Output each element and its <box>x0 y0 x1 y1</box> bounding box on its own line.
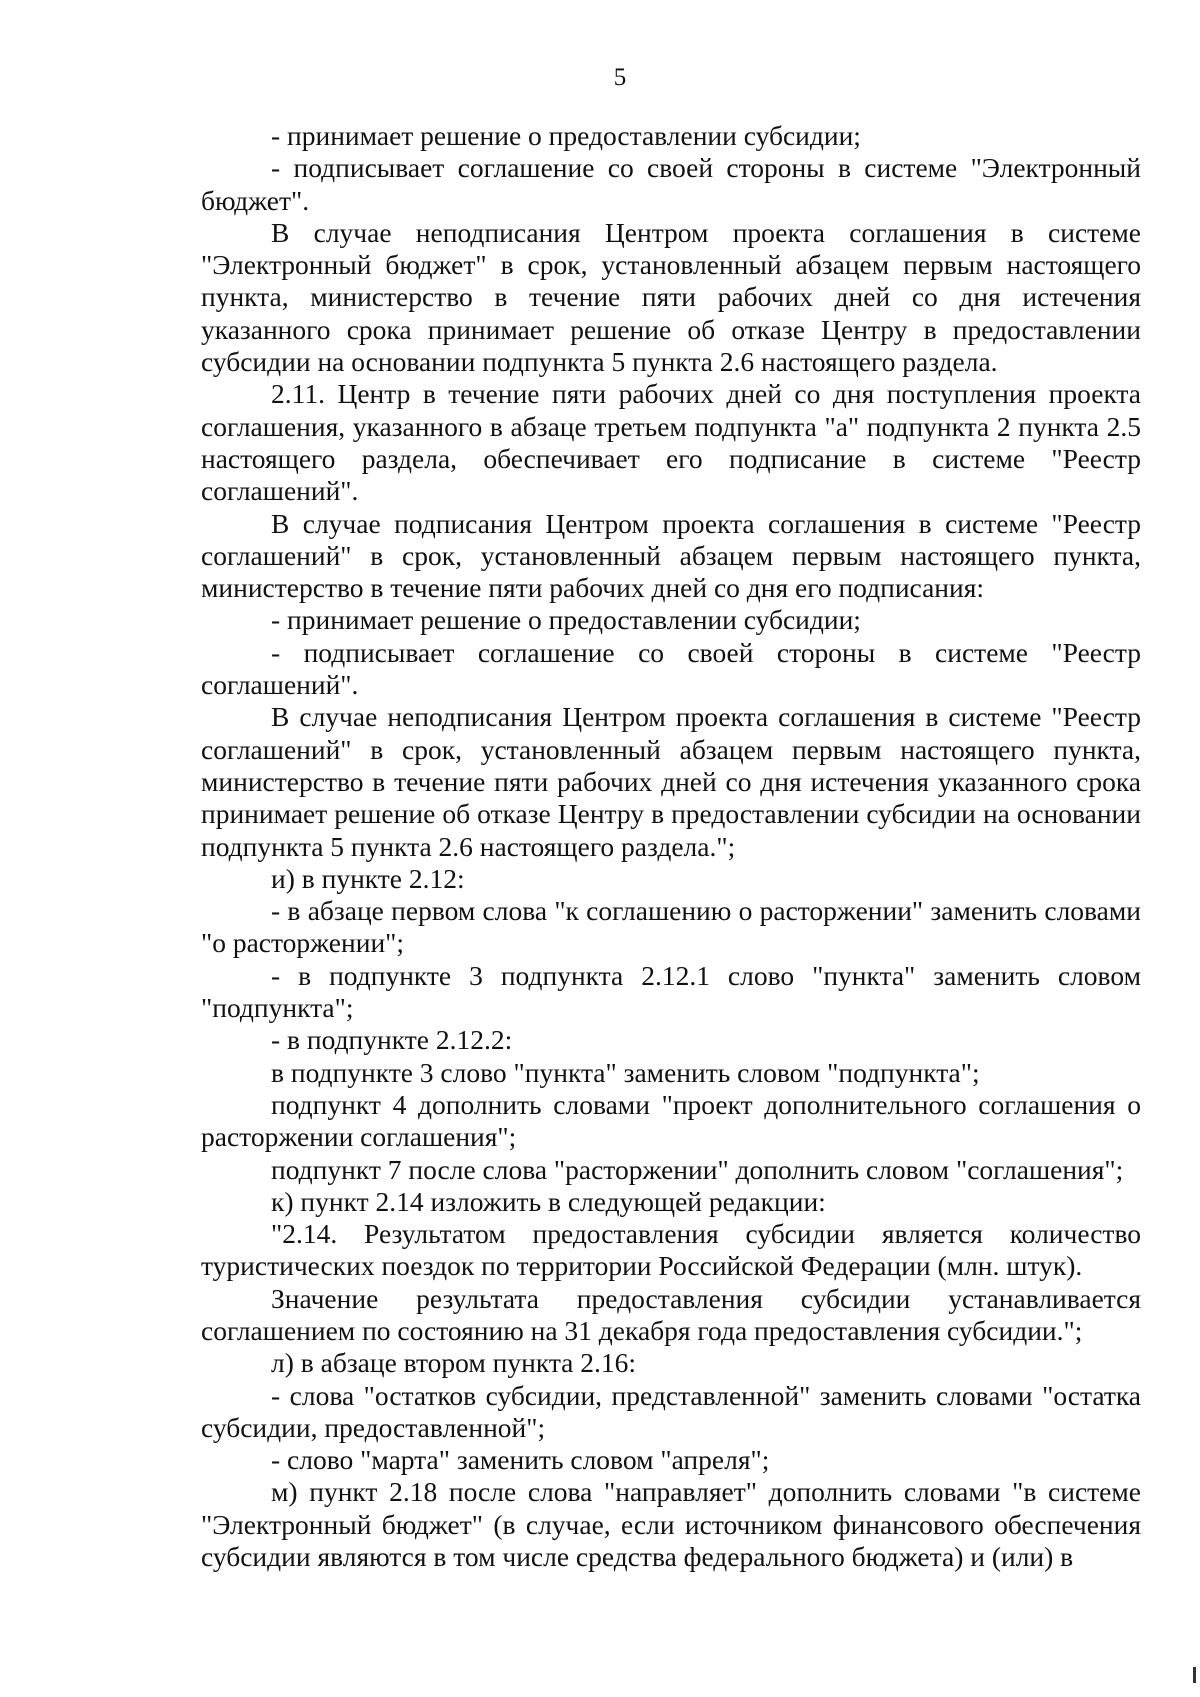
paragraph: "2.14. Результатом предоставления субсидии является количество туристических поездок по территории Российской Федерации (млн. штук). <box>201 1218 1141 1282</box>
paragraph: 2.11. Центр в течение пяти рабочих дней со дня поступления проекта соглашения, указанного в абзаце третьем подпункта "а" подпункта 2 пункта 2.5 настоящего раздела, обеспечивает его подписание в системе "Реестр соглашений". <box>201 378 1141 507</box>
paragraph: - в подпункте 3 подпункта 2.12.1 слово "пункта" заменить словом "подпункта"; <box>201 959 1141 1024</box>
paragraph: и) в пункте 2.12: <box>271 862 465 894</box>
paragraph: В случае неподписания Центром проекта соглашения в системе "Реестр соглашений" в срок, установленный абзацем первым настоящего пункта, министерство в течение пяти рабочих дней со дня истечения указанного срока принимает решение об отказе Центру в предоставлении субсидии на основании подпункта 5 пункта 2.6 настоящего раздела."; <box>201 701 1141 862</box>
document-body <box>201 120 1141 1573</box>
paragraph: подпункт 4 дополнить словами "проект дополнительного соглашения о расторжении соглашения"; <box>201 1088 1141 1153</box>
paragraph: В случае неподписания Центром проекта соглашения в системе "Электронный бюджет" в срок, установленный абзацем первым настоящего пункта, министерство в течение пяти рабочих дней со дня истечения указанного срока принимает решение об отказе Центру в предоставлении субсидии на основании подпункта 5 пункта 2.6 настоящего раздела. <box>201 216 1141 378</box>
scan-edge-mark <box>1193 1667 1196 1683</box>
paragraph: к) пункт 2.14 изложить в следующей редакции: <box>271 1185 826 1217</box>
paragraph: - в подпункте 2.12.2: <box>271 1024 513 1056</box>
paragraph: - в абзаце первом слова "к соглашению о расторжении" заменить словами "о расторжении"; <box>201 895 1141 959</box>
paragraph: - принимает решение о предоставлении субсидии; <box>271 120 861 151</box>
paragraph: м) пункт 2.18 после слова "направляет" дополнить словами "в системе "Электронный бюджет" (в случае, если источником финансового обеспечения субсидии являются в том числе средства федерального бюджета) и (или) в <box>201 1476 1141 1573</box>
paragraph: В случае подписания Центром проекта соглашения в системе "Реестр соглашений" в срок, установленный абзацем первым настоящего пункта, министерство в течение пяти рабочих дней со дня его подписания: <box>201 507 1141 604</box>
paragraph: - подписывает соглашение со своей стороны в системе "Электронный бюджет". <box>201 152 1141 216</box>
paragraph: - слово "марта" заменить словом "апреля"; <box>271 1444 770 1476</box>
paragraph: Значение результата предоставления субсидии устанавливается соглашением по состоянию на 31 декабря года предоставления субсидии."; <box>201 1282 1141 1346</box>
paragraph: в подпункте 3 слово "пункта" заменить словом "подпункта"; <box>271 1056 980 1088</box>
paragraph: - принимает решение о предоставлении субсидии; <box>271 604 861 636</box>
paragraph: - подписывает соглашение со своей стороны в системе "Реестр соглашений". <box>201 636 1141 701</box>
page-number: 5 <box>613 64 627 91</box>
paragraph: подпункт 7 после слова "расторжении" дополнить словом "соглашения"; <box>271 1153 1124 1185</box>
paragraph: - слова "остатков субсидии, представленной" заменить словами "остатка субсидии, предоставленной"; <box>201 1379 1141 1443</box>
paragraph: л) в абзаце втором пункта 2.16: <box>271 1347 637 1379</box>
